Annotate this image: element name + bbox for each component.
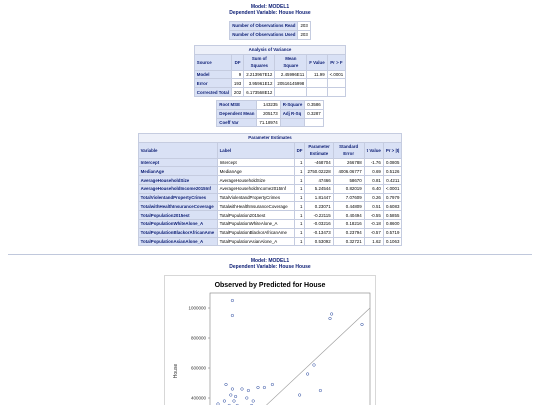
cell: Root MSE [217,101,257,110]
cell [307,88,327,97]
table-row [138,193,402,202]
value-cell: <.0001 [383,184,402,193]
value-cell: 1 [294,228,305,237]
cell [327,88,346,97]
table-row [138,158,402,167]
value-cell: -1.76 [364,158,383,167]
row-value: 203 [298,22,310,31]
cell: Model [194,70,231,79]
chart-title: Observed by Predicted for House [214,282,326,289]
cell: 0.3586 [305,101,323,110]
params-title: Parameter Estimates [138,134,402,143]
value-cell: 1 [294,158,305,167]
cell: Corrected Total [194,88,231,97]
header-row [138,142,402,158]
value-cell: 5.24544 [305,184,333,193]
value-cell: 7.07609 [333,193,364,202]
value-cell: 1 [294,220,305,229]
variable-name-cell: TotalPopulationAsianAlone_A [138,237,217,246]
value-cell: -0.13473 [305,228,333,237]
value-cell: 2750.02228 [305,167,333,176]
value-cell: 0.4211 [383,176,402,185]
variable-name-cell: TotalPopulation2015est [138,211,217,220]
value-cell: 6.40 [364,184,383,193]
value-cell: 1 [294,184,305,193]
table-row [138,202,402,211]
col-header-ss: Sum of Squares [244,54,275,70]
y-tick-label: 600000 [190,365,206,371]
y-tick-label: 400000 [190,395,206,401]
value-cell: 0.5126 [383,167,402,176]
table-row [138,228,402,237]
cell: 193 [231,79,243,88]
value-cell: 0.51 [364,202,383,211]
y-tick-label: 800000 [190,335,206,341]
model-title-2: Model: MODEL1 [250,258,290,264]
table-row [138,176,402,185]
value-cell: 0.23071 [305,202,333,211]
label-cell: AverageHouseholdSize [217,176,294,185]
dependent-variable-title-2: Dependent Variable: House House [229,264,311,270]
col-header-p: Pr > F [327,54,346,70]
anova-table-wrap [0,45,540,97]
value-cell: 1 [294,211,305,220]
table-row [138,184,402,193]
observed-by-predicted-chart [164,275,376,405]
value-cell: 58670 [333,176,364,185]
value-cell: 266788 [333,158,364,167]
row-label: Number of Observations Used [230,30,298,39]
value-cell: 0.81 [364,176,383,185]
table-row [138,220,402,229]
cell: 11.99 [307,70,327,79]
table-row [138,237,402,246]
col-header-source: Source [194,54,231,70]
cell: 9 [231,70,243,79]
cell: <.0001 [327,70,346,79]
table-row [194,79,345,88]
fit-stats-table [216,100,323,127]
value-cell: 0.1063 [383,237,402,246]
col-header-estimate: Parameter Estimate [305,142,333,158]
value-cell: -468704 [305,158,333,167]
label-cell: TotalPopulationWhiteAlone_A [217,220,294,229]
value-cell: 1 [294,202,305,211]
value-cell: 1 [294,237,305,246]
model-title: Model: MODEL1 [250,4,290,10]
cell: Dependent Mean [217,109,257,118]
col-header-ms: Mean Square [275,54,307,70]
table-row [138,211,402,220]
col-header-df: DF [231,54,243,70]
cell: 2.213967E12 [244,70,275,79]
col-header-df: DF [294,142,305,158]
value-cell: 0.5855 [383,211,402,220]
label-cell: TotalPopulationAsianAlone_A [217,237,294,246]
value-cell: -0.18 [364,220,383,229]
label-cell: TotalwithHealthInsuranceCoverage [217,202,294,211]
y-tick-label: 1000000 [188,305,206,311]
parameter-estimates-wrap [0,133,540,246]
table-row [194,88,345,97]
value-cell: 0.53092 [305,237,333,246]
y-axis-label: House [173,363,179,379]
value-cell: 0.6083 [383,202,402,211]
value-cell: 1.62 [364,237,383,246]
value-cell: 0.18216 [333,220,364,229]
value-cell: 0.69 [364,167,383,176]
cell [305,118,323,127]
cell: 143235 [257,101,280,110]
variable-name-cell: TotalwithHealthInsuranceCoverage [138,202,217,211]
value-cell: 4006.06777 [333,167,364,176]
value-cell: -0.55 [364,211,383,220]
value-cell: 0.0805 [383,158,402,167]
cell [327,79,346,88]
variable-name-cell: TotalViolentandPropertyCrimes [138,193,217,202]
variable-name-cell: MedianAge [138,167,217,176]
header-row [194,54,345,70]
plot-area [210,293,370,405]
variable-name-cell: AverageHouseholdSize [138,176,217,185]
value-cell: 1 [294,176,305,185]
table-row [217,109,323,118]
cell: 20516145998 [275,79,307,88]
output-header-2 [0,258,540,270]
dependent-variable-title: Dependent Variable: House House [229,10,311,16]
variable-name-cell: Intercept [138,158,217,167]
value-cell: 47466 [305,176,333,185]
variable-name-cell: TotalPopulationBlackorAfricanAme [138,228,217,237]
cell: Adj R-Sq [280,109,305,118]
cell [307,79,327,88]
variable-name-cell: TotalPopulationWhiteAlone_A [138,220,217,229]
value-cell: -0.57 [364,228,383,237]
anova-table [194,45,346,97]
cell: 202 [231,88,243,97]
table-caption-row [138,134,402,143]
fit-stats-table-wrap [0,100,540,127]
col-header-f: F Value [307,54,327,70]
cell: Coeff Var [217,118,257,127]
variable-name-cell: AverageHouseholdIncome2015Inf [138,184,217,193]
value-cell: 0.7979 [383,193,402,202]
table-row [194,70,345,79]
output-header-1 [0,4,540,16]
value-cell: 1 [294,193,305,202]
value-cell: 0.44809 [333,202,364,211]
label-cell: AverageHouseholdIncome2015Inf [217,184,294,193]
value-cell: 1 [294,167,305,176]
label-cell: TotalPopulationBlackorAfricanAme [217,228,294,237]
parameter-estimates-table [138,133,403,246]
cell: 205173 [257,109,280,118]
cell: R-Square [280,101,305,110]
label-cell: TotalPopulation2015est [217,211,294,220]
cell [275,88,307,97]
row-value: 203 [298,30,310,39]
cell: 6.173568E12 [244,88,275,97]
value-cell: 0.40494 [333,211,364,220]
cell: 3.95961E12 [244,79,275,88]
value-cell: 0.8600 [383,220,402,229]
value-cell: 0.82019 [333,184,364,193]
value-cell: -0.22115 [305,211,333,220]
value-cell: 0.32721 [333,237,364,246]
observations-table-wrap [0,21,540,40]
cell: 0.3287 [305,109,323,118]
label-cell: Intercept [217,158,294,167]
observations-table [229,21,311,40]
value-cell: 0.5719 [383,228,402,237]
label-cell: TotalViolentandPropertyCrimes [217,193,294,202]
value-cell: -0.03216 [305,220,333,229]
col-header-tvalue: t Value [364,142,383,158]
table-row [217,101,323,110]
col-header-pvalue: Pr > |t| [383,142,402,158]
col-header-label: Label [217,142,294,158]
table-row [230,30,311,39]
value-cell: 0.26 [364,193,383,202]
table-row [138,167,402,176]
anova-title: Analysis of Variance [194,46,345,55]
row-label: Number of Observations Read [230,22,298,31]
cell: 2.45996E11 [275,70,307,79]
table-row [230,22,311,31]
value-cell: 0.23794 [333,228,364,237]
value-cell: 1.81447 [305,193,333,202]
col-header-stderr: Standard Error [333,142,364,158]
col-header-variable: Variable [138,142,217,158]
cell [280,118,305,127]
cell: 71.18974 [257,118,280,127]
section-divider [8,254,532,255]
cell: Error [194,79,231,88]
label-cell: MedianAge [217,167,294,176]
table-row [217,118,323,127]
table-caption-row [194,46,345,55]
